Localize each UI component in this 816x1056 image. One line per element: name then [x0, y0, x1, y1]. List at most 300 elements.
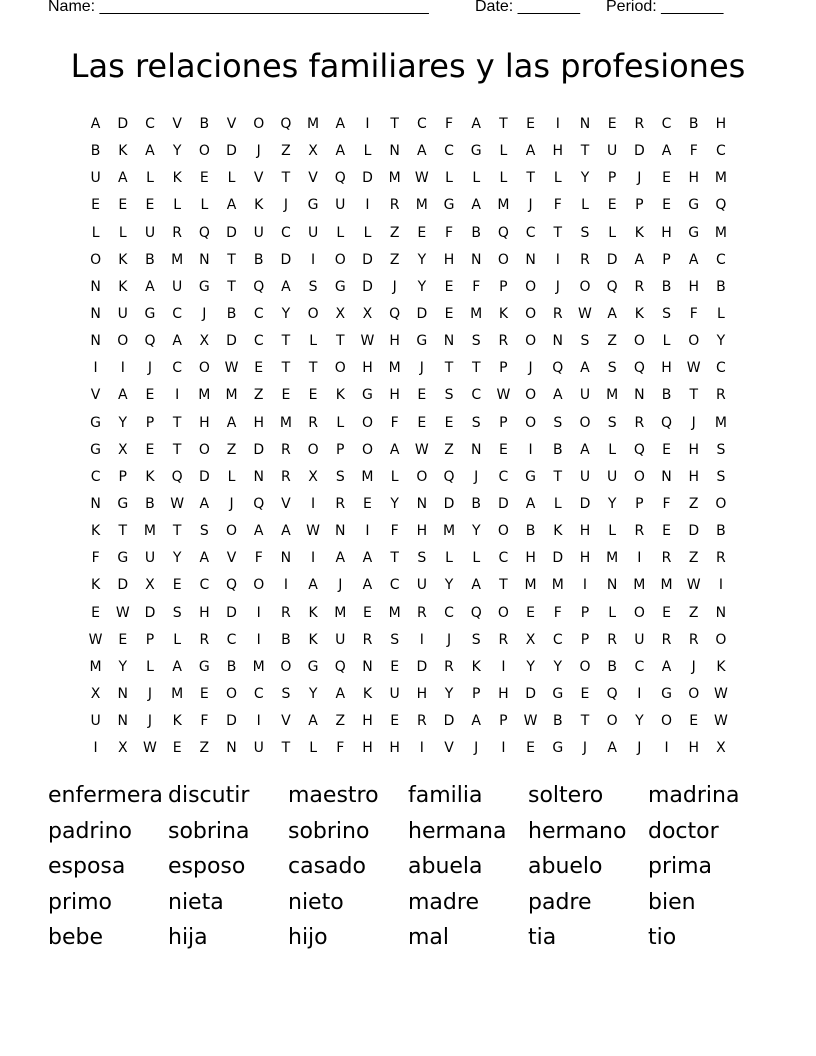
- grid-letter: A: [471, 713, 481, 730]
- grid-letter: O: [579, 278, 591, 295]
- page-title: Las relaciones familiares y las profesiones: [70, 47, 746, 85]
- grid-letter: V: [172, 116, 182, 132]
- grid-letter: K: [308, 604, 318, 621]
- grid-letter: A: [389, 441, 400, 458]
- grid-letter: F: [553, 604, 562, 621]
- grid-letter: Y: [417, 278, 427, 295]
- grid-letter: E: [662, 170, 671, 187]
- grid-letter: L: [118, 224, 127, 241]
- grid-letter: M: [633, 577, 646, 594]
- grid-letter: U: [335, 197, 346, 214]
- grid-letter: R: [661, 631, 672, 648]
- grid-letter: Y: [118, 414, 128, 431]
- grid-letter: O: [497, 604, 509, 621]
- grid-letter: S: [281, 685, 291, 702]
- grid-letter: B: [552, 713, 563, 730]
- grid-letter: N: [552, 333, 564, 350]
- grid-letter: R: [634, 523, 645, 540]
- grid-letter: U: [90, 170, 101, 187]
- grid-letter: P: [499, 713, 508, 730]
- grid-letter: E: [390, 658, 400, 675]
- grid-letter: K: [716, 658, 726, 675]
- grid-letter: E: [526, 604, 536, 621]
- grid-letter: W: [360, 333, 375, 350]
- grid-letter: A: [688, 251, 699, 268]
- grid-letter: Y: [281, 305, 291, 322]
- grid-letter: C: [199, 577, 210, 594]
- word-list-item: hija: [168, 925, 208, 951]
- grid-letter: C: [498, 550, 509, 567]
- word-list-item: enfermera: [48, 783, 163, 808]
- grid-letter: E: [145, 387, 155, 404]
- grid-letter: K: [172, 713, 182, 730]
- grid-letter: Q: [144, 333, 156, 350]
- word-list-item: sobrina: [168, 818, 250, 844]
- grid-letter: T: [281, 740, 291, 757]
- grid-letter: Q: [552, 360, 564, 377]
- grid-letter: N: [579, 116, 591, 132]
- grid-letter: L: [445, 170, 453, 187]
- grid-letter: A: [362, 577, 373, 594]
- grid-letter: O: [497, 251, 509, 268]
- grid-letter: L: [227, 170, 236, 187]
- grid-letter: D: [280, 251, 292, 268]
- grid-letter: D: [253, 441, 265, 458]
- grid-letter: Q: [497, 224, 509, 241]
- grid-letter: P: [580, 631, 590, 648]
- grid-letter: Q: [606, 278, 618, 295]
- grid-letter: E: [580, 685, 590, 702]
- grid-letter: U: [253, 224, 264, 241]
- word-list-item: nieto: [288, 889, 344, 915]
- grid-letter: K: [118, 251, 128, 268]
- word-list-item: padrino: [48, 818, 132, 844]
- grid-letter: L: [200, 197, 209, 214]
- grid-letter: Q: [334, 170, 346, 187]
- grid-letter: L: [445, 550, 453, 567]
- word-list-item: soltero: [528, 783, 604, 808]
- grid-letter: T: [227, 251, 236, 268]
- grid-letter: D: [362, 251, 373, 268]
- grid-letter: H: [443, 251, 455, 268]
- grid-letter: N: [606, 577, 618, 594]
- grid-letter: Q: [389, 305, 401, 322]
- grid-letter: X: [335, 305, 346, 322]
- grid-letter: L: [608, 441, 617, 458]
- period-field: Period: _______: [606, 0, 724, 15]
- grid-letter: L: [173, 631, 182, 648]
- word-list-item: sobrino: [288, 818, 370, 844]
- grid-letter: H: [389, 387, 400, 404]
- grid-letter: P: [499, 414, 508, 431]
- grid-letter: D: [117, 577, 129, 594]
- grid-letter: S: [553, 414, 563, 431]
- grid-letter: U: [579, 387, 591, 404]
- grid-letter: Z: [607, 333, 617, 350]
- word-list-item: bien: [648, 889, 696, 915]
- grid-letter: O: [198, 360, 210, 377]
- grid-letter: S: [199, 523, 209, 540]
- grid-letter: Q: [470, 604, 482, 621]
- grid-letter: Q: [253, 495, 265, 512]
- word-search-grid: [82, 111, 735, 762]
- grid-letter: Q: [334, 658, 346, 675]
- grid-letter: M: [198, 387, 211, 404]
- grid-letter: O: [307, 441, 319, 458]
- grid-letter: R: [634, 278, 645, 295]
- grid-letter: Z: [281, 143, 291, 160]
- grid-letter: N: [90, 278, 101, 295]
- grid-letter: T: [172, 441, 182, 458]
- grid-letter: O: [525, 305, 537, 322]
- grid-letter: B: [607, 658, 617, 675]
- grid-letter: H: [552, 143, 564, 160]
- grid-letter: P: [145, 414, 155, 431]
- word-list-item: casado: [288, 854, 366, 880]
- grid-letter: X: [308, 468, 318, 485]
- grid-letter: C: [389, 577, 400, 594]
- grid-letter: G: [688, 224, 700, 241]
- grid-letter: D: [117, 116, 129, 132]
- grid-letter: K: [634, 305, 644, 322]
- grid-letter: O: [661, 713, 673, 730]
- grid-letter: O: [579, 414, 591, 431]
- grid-letter: W: [496, 387, 511, 404]
- grid-letter: L: [309, 333, 317, 350]
- grid-letter: Q: [253, 278, 265, 295]
- grid-letter: E: [363, 604, 372, 621]
- grid-letter: W: [143, 740, 157, 757]
- grid-letter: M: [714, 170, 727, 187]
- grid-letter: T: [118, 523, 128, 540]
- grid-letter: G: [552, 740, 564, 757]
- grid-letter: S: [471, 414, 481, 431]
- word-list-item: tio: [648, 925, 677, 951]
- grid-letter: C: [90, 468, 101, 485]
- grid-letter: L: [173, 197, 182, 214]
- grid-letter: I: [718, 577, 723, 594]
- grid-letter: P: [118, 468, 127, 485]
- grid-letter: C: [716, 143, 726, 160]
- grid-letter: L: [553, 170, 562, 187]
- grid-letter: N: [470, 441, 482, 458]
- word-list-item: mal: [408, 925, 450, 951]
- grid-letter: A: [525, 143, 536, 160]
- grid-letter: I: [365, 197, 370, 214]
- grid-letter: R: [634, 116, 645, 132]
- grid-letter: O: [90, 251, 102, 268]
- grid-letter: I: [256, 631, 261, 648]
- grid-letter: D: [633, 143, 645, 160]
- grid-letter: S: [335, 468, 345, 485]
- grid-letter: S: [417, 550, 427, 567]
- grid-letter: H: [579, 550, 591, 567]
- grid-letter: R: [634, 414, 645, 431]
- grid-letter: L: [472, 170, 481, 187]
- grid-letter: Z: [389, 251, 400, 268]
- grid-letter: J: [446, 631, 452, 648]
- grid-letter: P: [145, 631, 155, 648]
- grid-letter: L: [363, 143, 372, 160]
- grid-letter: O: [715, 495, 727, 512]
- grid-letter: C: [716, 360, 726, 377]
- grid-letter: I: [501, 740, 506, 757]
- grid-letter: R: [416, 604, 427, 621]
- grid-letter: S: [662, 305, 671, 322]
- grid-letter: J: [147, 713, 153, 730]
- grid-letter: H: [661, 224, 672, 241]
- grid-letter: A: [607, 305, 617, 322]
- grid-letter: H: [362, 360, 373, 377]
- grid-letter: I: [256, 604, 261, 621]
- grid-letter: D: [525, 685, 536, 702]
- word-list: [48, 778, 768, 956]
- grid-letter: A: [525, 495, 536, 512]
- grid-letter: H: [661, 360, 672, 377]
- grid-letter: N: [253, 468, 264, 485]
- grid-letter: J: [474, 740, 479, 757]
- grid-letter: E: [145, 441, 155, 458]
- grid-letter: L: [499, 170, 508, 187]
- grid-letter: G: [117, 550, 129, 567]
- grid-letter: W: [686, 360, 701, 377]
- grid-letter: X: [117, 441, 128, 458]
- grid-letter: I: [311, 251, 316, 268]
- grid-letter: U: [634, 631, 645, 648]
- grid-letter: E: [172, 740, 182, 757]
- grid-letter: I: [283, 577, 288, 594]
- grid-letter: H: [525, 550, 536, 567]
- grid-letter: J: [582, 740, 588, 757]
- grid-letter: P: [499, 278, 508, 295]
- grid-letter: T: [281, 360, 291, 377]
- grid-letter: B: [226, 658, 237, 675]
- grid-letter: N: [117, 685, 129, 702]
- grid-letter: Z: [226, 441, 237, 458]
- grid-letter: C: [525, 224, 536, 241]
- grid-letter: Y: [118, 658, 128, 675]
- grid-letter: H: [199, 604, 210, 621]
- grid-letter: X: [117, 740, 128, 757]
- word-list-item: maestro: [288, 783, 379, 808]
- grid-letter: B: [525, 523, 536, 540]
- grid-letter: M: [714, 414, 727, 431]
- grid-letter: H: [688, 468, 699, 485]
- grid-letter: S: [390, 631, 400, 648]
- grid-letter: X: [308, 143, 318, 160]
- grid-letter: T: [336, 333, 345, 350]
- grid-letter: B: [661, 278, 672, 295]
- grid-letter: U: [335, 631, 346, 648]
- grid-letter: N: [335, 523, 346, 540]
- grid-letter: S: [607, 414, 617, 431]
- grid-letter: W: [88, 631, 103, 648]
- grid-letter: N: [416, 495, 428, 512]
- grid-letter: H: [199, 414, 210, 431]
- grid-letter: M: [279, 414, 292, 431]
- grid-letter: Q: [633, 360, 645, 377]
- grid-letter: J: [637, 740, 642, 757]
- grid-letter: J: [147, 360, 153, 377]
- grid-letter: A: [580, 441, 590, 458]
- grid-letter: R: [498, 333, 509, 350]
- grid-letter: J: [691, 658, 696, 675]
- grid-letter: A: [281, 523, 291, 540]
- grid-letter: C: [471, 387, 482, 404]
- grid-letter: T: [553, 468, 563, 485]
- grid-letter: O: [117, 333, 129, 350]
- word-list-item: abuelo: [528, 854, 603, 880]
- grid-letter: E: [199, 685, 209, 702]
- grid-letter: J: [202, 305, 207, 322]
- grid-letter: R: [172, 224, 183, 241]
- grid-letter: O: [497, 523, 509, 540]
- grid-letter: L: [390, 468, 399, 485]
- grid-letter: R: [308, 414, 318, 431]
- grid-letter: M: [89, 658, 102, 675]
- grid-letter: E: [254, 360, 264, 377]
- grid-letter: H: [688, 740, 699, 757]
- grid-letter: U: [607, 468, 618, 485]
- grid-letter: K: [254, 197, 264, 214]
- grid-letter: A: [117, 170, 128, 187]
- grid-letter: C: [253, 305, 264, 322]
- grid-letter: K: [335, 387, 345, 404]
- grid-letter: D: [552, 550, 564, 567]
- grid-letter: N: [443, 333, 455, 350]
- grid-letter: W: [523, 713, 538, 730]
- grid-letter: E: [363, 495, 372, 512]
- grid-letter: H: [362, 713, 373, 730]
- grid-letter: W: [170, 495, 185, 512]
- grid-letter: E: [689, 713, 699, 730]
- grid-letter: B: [145, 251, 155, 268]
- grid-letter: F: [390, 414, 399, 431]
- grid-letter: W: [306, 523, 321, 540]
- grid-letter: A: [552, 387, 563, 404]
- grid-letter: B: [145, 495, 155, 512]
- grid-letter: I: [637, 550, 642, 567]
- grid-letter: E: [662, 604, 671, 621]
- grid-letter: Y: [607, 495, 617, 512]
- grid-letter: R: [335, 495, 346, 512]
- grid-letter: E: [498, 441, 508, 458]
- grid-letter: K: [172, 170, 182, 187]
- grid-letter: B: [90, 143, 101, 160]
- grid-letter: M: [334, 604, 347, 621]
- grid-letter: Q: [606, 685, 618, 702]
- grid-letter: C: [552, 631, 563, 648]
- grid-letter: O: [688, 333, 700, 350]
- grid-letter: G: [307, 197, 319, 214]
- grid-letter: U: [579, 468, 591, 485]
- grid-letter: G: [334, 278, 346, 295]
- grid-letter: C: [416, 116, 427, 132]
- grid-letter: M: [606, 550, 619, 567]
- grid-letter: T: [390, 550, 399, 567]
- grid-letter: F: [553, 197, 562, 214]
- grid-letter: K: [362, 685, 373, 702]
- grid-letter: W: [224, 360, 239, 377]
- grid-letter: N: [389, 143, 400, 160]
- grid-letter: O: [253, 577, 265, 594]
- grid-letter: I: [256, 713, 261, 730]
- grid-letter: M: [252, 658, 265, 675]
- grid-letter: G: [661, 685, 672, 702]
- grid-letter: I: [120, 360, 125, 377]
- grid-letter: V: [444, 740, 454, 757]
- grid-letter: L: [608, 523, 617, 540]
- grid-letter: H: [688, 441, 699, 458]
- grid-letter: Y: [471, 523, 481, 540]
- grid-letter: Y: [172, 550, 182, 567]
- grid-letter: A: [607, 740, 617, 757]
- grid-letter: O: [525, 387, 537, 404]
- grid-letter: D: [688, 523, 700, 540]
- grid-letter: E: [199, 170, 209, 187]
- grid-letter: L: [146, 658, 154, 675]
- grid-letter: U: [307, 224, 319, 241]
- grid-letter: F: [472, 278, 481, 295]
- grid-letter: E: [172, 577, 182, 594]
- grid-letter: M: [388, 604, 401, 621]
- grid-letter: Y: [308, 685, 318, 702]
- grid-letter: X: [362, 305, 373, 322]
- grid-letter: L: [336, 414, 345, 431]
- grid-letter: T: [444, 360, 454, 377]
- grid-letter: C: [281, 224, 291, 241]
- grid-letter: L: [336, 224, 345, 241]
- grid-letter: J: [256, 143, 261, 160]
- grid-letter: A: [308, 577, 318, 594]
- grid-letter: A: [580, 360, 590, 377]
- grid-letter: S: [716, 468, 726, 485]
- grid-letter: T: [580, 713, 590, 730]
- grid-letter: K: [118, 278, 128, 295]
- word-list-item: esposa: [48, 854, 126, 880]
- grid-letter: R: [389, 197, 400, 214]
- grid-letter: O: [334, 360, 346, 377]
- grid-letter: I: [311, 495, 316, 512]
- word-list-item: prima: [648, 854, 713, 880]
- grid-letter: D: [606, 251, 618, 268]
- grid-letter: I: [419, 740, 424, 757]
- grid-letter: P: [336, 441, 345, 458]
- grid-letter: C: [253, 685, 264, 702]
- grid-letter: D: [443, 713, 455, 730]
- grid-letter: F: [390, 523, 399, 540]
- grid-letter: D: [579, 495, 591, 512]
- grid-letter: C: [444, 143, 454, 160]
- grid-letter: S: [308, 278, 318, 295]
- grid-letter: F: [200, 713, 209, 730]
- grid-letter: C: [444, 604, 454, 621]
- grid-letter: R: [607, 631, 618, 648]
- grid-letter: T: [172, 414, 182, 431]
- grid-letter: K: [145, 468, 155, 485]
- grid-letter: Q: [280, 116, 292, 132]
- grid-letter: C: [634, 658, 645, 675]
- grid-letter: H: [416, 523, 428, 540]
- grid-letter: L: [309, 740, 317, 757]
- grid-letter: R: [444, 658, 454, 675]
- grid-letter: Q: [715, 197, 727, 214]
- grid-letter: Y: [444, 577, 454, 594]
- grid-letter: N: [280, 550, 292, 567]
- grid-letter: A: [471, 116, 481, 132]
- grid-letter: E: [91, 604, 101, 621]
- grid-letter: F: [91, 550, 100, 567]
